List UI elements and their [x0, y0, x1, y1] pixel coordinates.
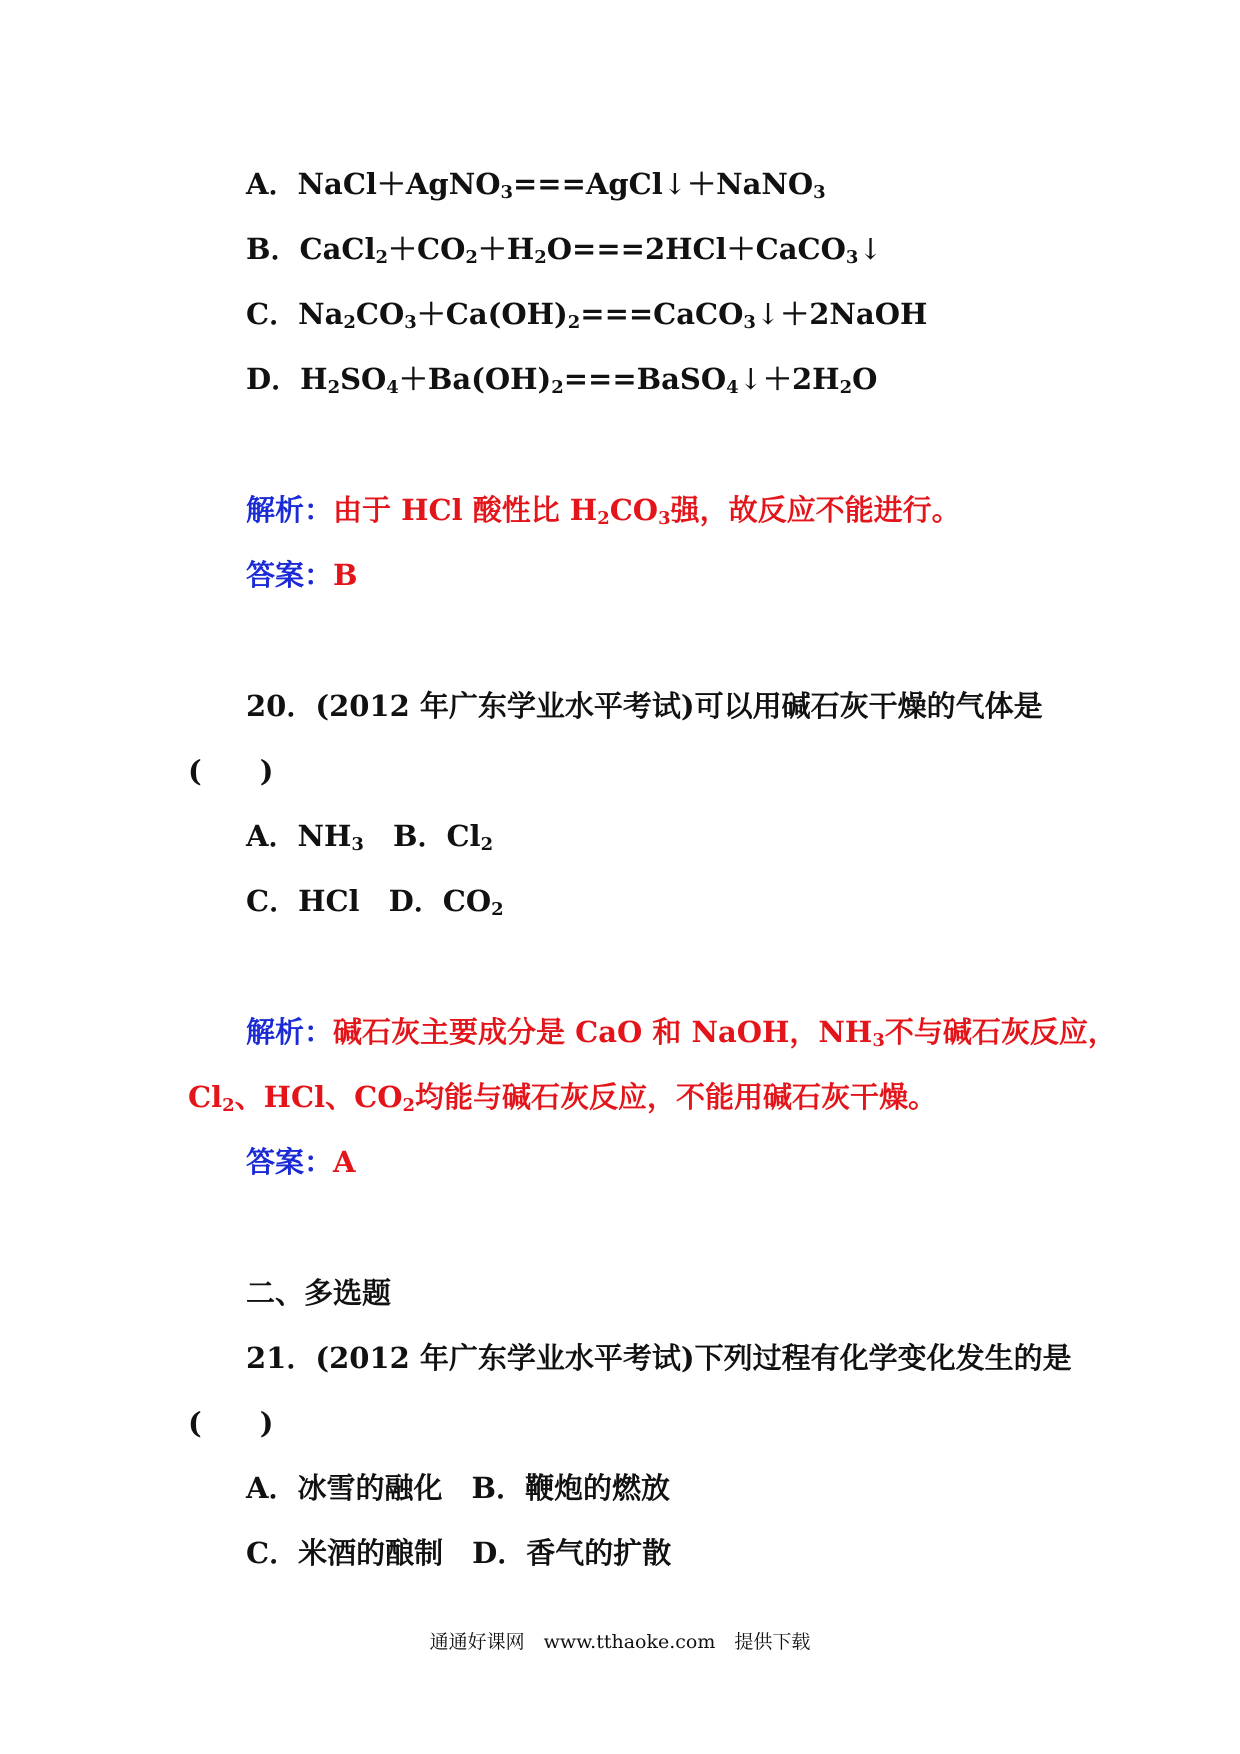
question-20-options-ab: A．$NH_3$ B．$Cl_2$: [246, 819, 494, 855]
question-21-stem: 21．(2012 年广东学业水平考试)下列过程有化学变化发生的是: [246, 1341, 1072, 1375]
question-20-options-cd: C．HCl D．$CO_2$: [246, 884, 504, 920]
analysis-q19: 解析：由于 HCl 酸性比 $H_2CO_3$强，故反应不能进行。: [246, 493, 961, 529]
analysis-q20-line2: $Cl_2$、HCl、$CO_2$均能与碱石灰反应，不能用碱石灰干燥。: [188, 1080, 937, 1116]
option-d: D．$H_2SO_4+Ba(OH)_2===BaSO_4↓+2H_2O$: [246, 362, 878, 398]
question-21-options-ab: A．冰雪的融化 B．鞭炮的燃放: [246, 1471, 671, 1505]
answer-q19: 答案：B: [246, 558, 358, 592]
analysis-q20-line1: 解析：碱石灰主要成分是 CaO 和 NaOH，$NH_3$不与碱石灰反应，: [246, 1015, 1117, 1051]
option-c: C．$Na_2CO_3+Ca(OH)_2===CaCO_3↓+2NaOH$: [246, 297, 928, 333]
option-b: B．$CaCl_2+CO_2+H_2O===2HCl+CaCO_3↓$: [246, 232, 883, 268]
section-title: 二、多选题: [246, 1276, 392, 1310]
page-footer: 通通好课网 www.tthaoke.com 提供下载: [429, 1631, 811, 1653]
question-21-bracket: ( ): [188, 1406, 274, 1440]
question-20-bracket: ( ): [188, 754, 274, 788]
question-21-options-cd: C．米酒的酿制 D．香气的扩散: [246, 1536, 672, 1570]
answer-q20: 答案：A: [246, 1145, 356, 1179]
option-a: A．NaCl＋AgNO$_3$===AgCl↓＋NaNO$_3$: [246, 167, 826, 203]
question-20-stem: 20．(2012 年广东学业水平考试)可以用碱石灰干燥的气体是: [246, 689, 1043, 723]
